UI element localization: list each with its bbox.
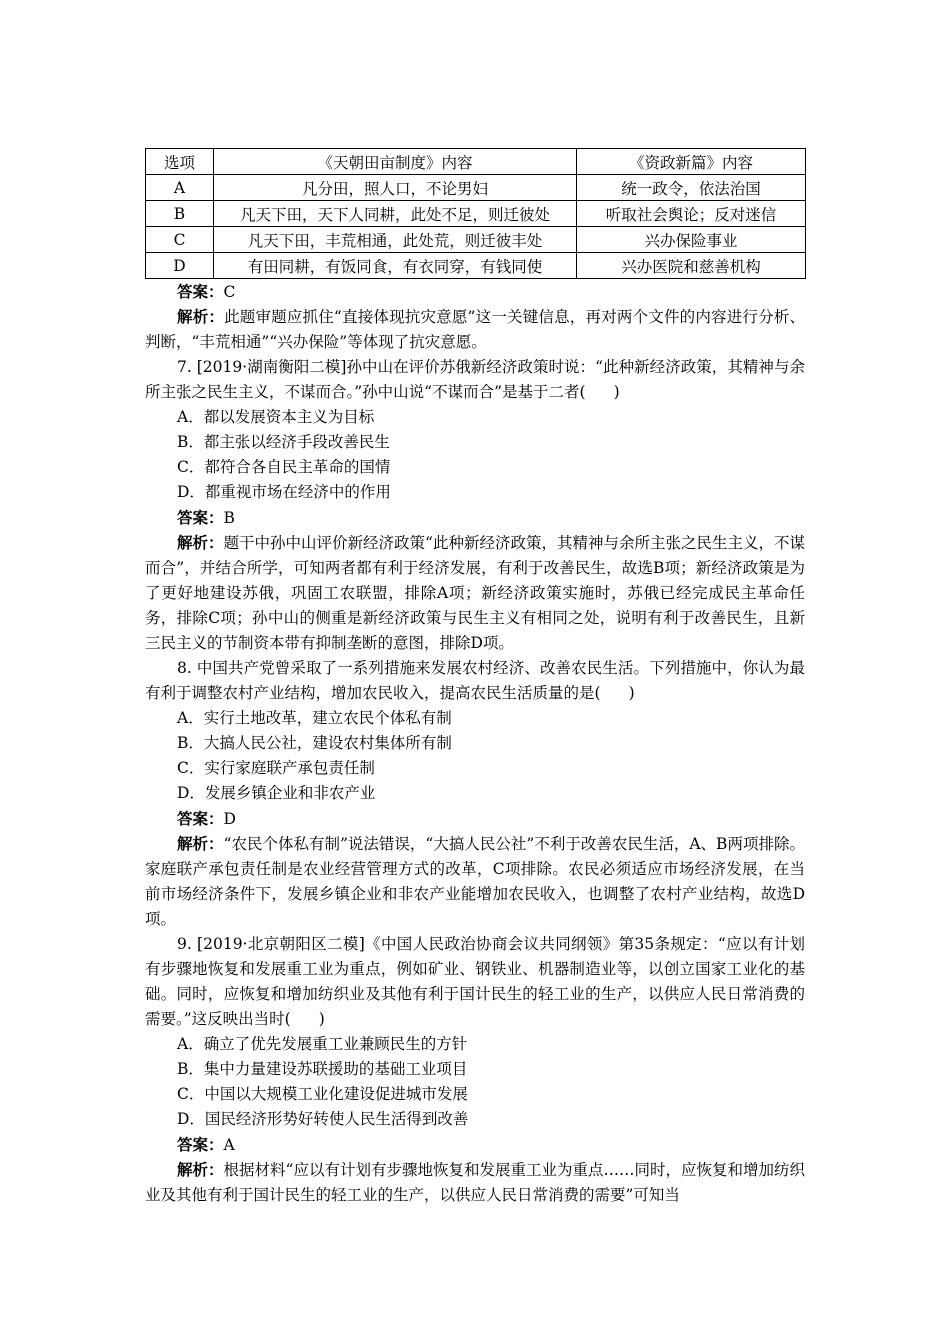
q6-analysis <box>145 304 805 355</box>
table-cell: 凡天下田，天下人同耕，此处不足，则迁彼处 <box>214 201 577 227</box>
q7-option-b: B．都主张以经济手段改善民生 <box>177 433 390 451</box>
answer-value: B <box>223 509 235 527</box>
q9-stem <box>145 932 805 1032</box>
table-cell: B <box>146 201 214 227</box>
answer-label: 答案： <box>177 1135 224 1154</box>
q8-stem <box>145 656 805 706</box>
table-header-row <box>146 149 806 175</box>
q7-option-d: D．都重视市场在经济中的作用 <box>177 483 391 501</box>
table-cell: 凡天下田，丰荒相通，此处荒，则迁彼丰处 <box>214 227 577 253</box>
analysis-label: 解析： <box>177 834 224 853</box>
answer-label: 答案： <box>177 508 224 527</box>
analysis-text: 此题审题应抓住“直接体现抗灾意愿”这一关键信息，再对两个文件的内容进行分析、判断，“丰荒相通”“兴办保险”等体现了抗灾意愿。 <box>145 308 805 351</box>
table-cell: D <box>146 253 214 279</box>
table-row <box>146 227 806 253</box>
q7-option-c: C．都符合各自民主革命的国情 <box>177 458 391 476</box>
q8-option-b: B．大搞人民公社，建设农村集体所有制 <box>177 734 452 752</box>
q7-analysis <box>145 530 805 656</box>
options-table <box>145 148 806 279</box>
q8-option-d: D．发展乡镇企业和非农产业 <box>177 784 376 802</box>
table-row <box>146 253 806 279</box>
table-cell: 兴办保险事业 <box>577 227 806 253</box>
table-cell: 听取社会舆论；反对迷信 <box>577 201 806 227</box>
question-stem: 9. [2019·北京朝阳区二模]《中国人民政治协商会议共同纲领》第35条规定：“应以有计划有步骤地恢复和发展重工业为重点，例如矿业、钢铁业、机器制造业等，以创立国家工业化的基础。同时，应恢复和增加纺织业及其他有利于国计民生的轻工业的生产，以供应人民日常消费的需要。”这反映出当时( <box>145 935 805 1028</box>
analysis-label: 解析： <box>177 533 224 552</box>
table-header-cell: 《天朝田亩制度》内容 <box>214 149 577 175</box>
q8-analysis <box>145 831 805 932</box>
table-row <box>146 175 806 201</box>
table-cell: 凡分田，照人口，不论男妇 <box>214 175 577 201</box>
stem-close: ) <box>628 684 635 702</box>
q8-option-c: C．实行家庭联产承包责任制 <box>177 759 375 777</box>
table-cell: 统一政令，依法治国 <box>577 175 806 201</box>
answer-label: 答案： <box>177 282 224 301</box>
answer-value: D <box>223 810 236 828</box>
q9-answer <box>145 1132 805 1157</box>
table-cell: C <box>146 227 214 253</box>
q6-answer <box>145 279 805 304</box>
document-content <box>145 148 805 1208</box>
table-cell: A <box>146 175 214 201</box>
question-stem: 8. 中国共产党曾采取了一系列措施来发展农村经济、改善农民生活。下列措施中，你认为最有利于调整农村产业结构，增加农民收入，提高农民生活质量的是( <box>145 659 805 702</box>
q7-option-a: A．都以发展资本主义为目标 <box>177 408 375 426</box>
q9-option-b: B．集中力量建设苏联援助的基础工业项目 <box>177 1060 468 1078</box>
stem-close: ) <box>318 1010 325 1028</box>
answer-value: C <box>223 283 236 301</box>
analysis-text: 题干中孙中山评价新经济政策“此种新经济政策，其精神与余所主张之民生主义，不谋而合”，并结合所学，可知两者都有利于经济发展，有利于改善民生，故选B项；新经济政策是为了更好地建设苏俄，巩固工农联盟，排除A项；新经济政策实施时，苏俄已经完成民主革命任务，排除C项；孙中山的侧重是新经济政策与民生主义有相同之处，说明有利于改善民生，且新三民主义的节制资本带有抑制垄断的意图，排除D项。 <box>145 534 805 652</box>
analysis-label: 解析： <box>177 307 225 326</box>
analysis-text: “农民个体私有制”说法错误，“大搞人民公社”不利于改善农民生活，A、B两项排除。家庭联产承包责任制是农业经营管理方式的改革，C项排除。农民必须适应市场经济发展，在当前市场经济条件下，发展乡镇企业和非农产业能增加农民收入，也调整了农村产业结构，故选D项。 <box>145 835 805 928</box>
q9-option-c: C．中国以大规模工业化建设促进城市发展 <box>177 1085 468 1103</box>
q9-option-d: D．国民经济形势好转使人民生活得到改善 <box>177 1110 469 1128</box>
q8-answer <box>145 806 805 831</box>
answer-value: A <box>223 1136 235 1154</box>
table-header-cell: 《资政新篇》内容 <box>577 149 806 175</box>
q8-option-a: A．实行土地改革，建立农民个体私有制 <box>177 709 452 727</box>
question-stem: 7. [2019·湖南衡阳二模]孙中山在评价苏俄新经济政策时说：“此种新经济政策，其精神与余所主张之民生主义，不谋而合。”孙中山说“不谋而合”是基于二者( <box>145 358 805 401</box>
q9-analysis <box>145 1157 805 1208</box>
table-cell: 有田同耕，有饭同食，有衣同穿，有钱同使 <box>214 253 577 279</box>
q9-option-a: A．确立了优先发展重工业兼顾民生的方针 <box>177 1035 468 1053</box>
analysis-label: 解析： <box>177 1160 224 1179</box>
table-header-cell: 选项 <box>146 149 214 175</box>
table-row <box>146 201 806 227</box>
stem-close: ) <box>613 383 620 401</box>
q7-stem <box>145 355 805 405</box>
answer-label: 答案： <box>177 809 224 828</box>
table-cell: 兴办医院和慈善机构 <box>577 253 806 279</box>
analysis-text: 根据材料“应以有计划有步骤地恢复和发展重工业为重点……同时，应恢复和增加纺织业及其他有利于国计民生的轻工业的生产，以供应人民日常消费的需要”可知当 <box>145 1161 805 1204</box>
q7-answer <box>145 505 805 530</box>
